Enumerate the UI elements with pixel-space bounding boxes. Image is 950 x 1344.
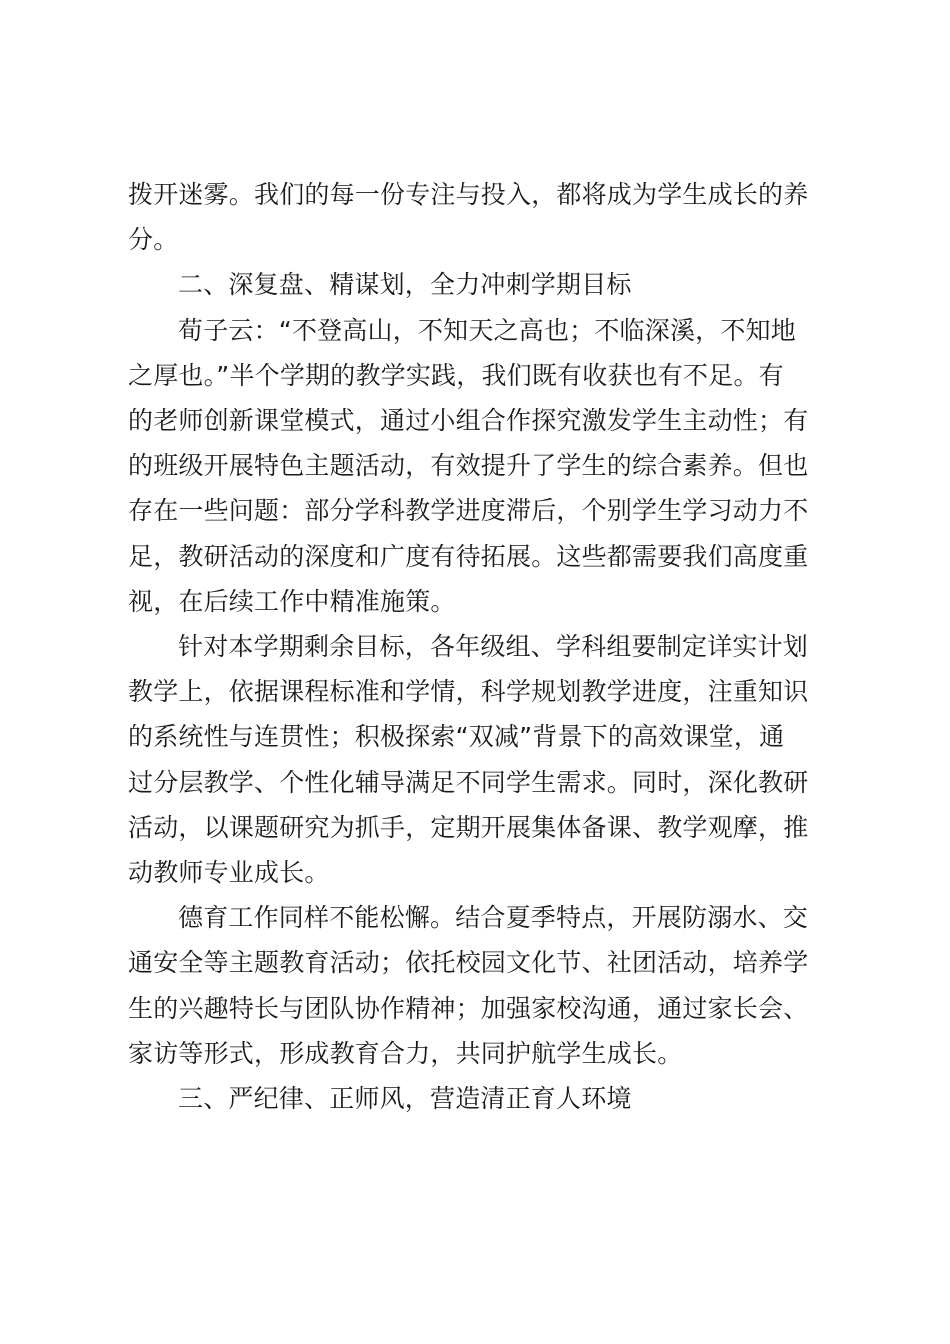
section-heading-three: 三、严纪律、正师风，营造清正育人环境 — [178, 1084, 632, 1114]
paragraph-continued-text: 拨开迷雾。我们的每一份专注与投入，都将成为学生成长的养 分。 — [128, 180, 809, 255]
paragraph-semester-plan: 针对本学期剩余目标，各年级组、学科组要制定详实计划 教学上，依据课程标准和学情，科学规划教学进度，注重知识 的系统性与连贯性；积极探索“双减”背景下的高效课堂，通 过分层教学、个性化辅导满足不同学生需求。同时，深化教研 活动，以课题研究为抓手，定期开展集体备课、教学观摩，推 动教师专业成长。 — [128, 632, 809, 888]
paragraph-xunzi-quote: 荀子云：“不登高山，不知天之高也；不临深溪，不知地 之厚也。”半个学期的教学实践，我们既有收获也有不足。有 的老师创新课堂模式，通过小组合作探究激发学生主动性；有 的班级开展特色主题活动，有效提升了学生的综合素养。但也 存在一些问题：部分学科教学进度滞后，个别学生学习动力不 足，教研活动的深度和广度有待拓展。这些都需要我们高度重 视，在后续工作中精准施策。 — [128, 315, 809, 616]
document-page — [128, 172, 836, 1121]
paragraph-moral-education: 德育工作同样不能松懈。结合夏季特点，开展防溺水、交 通安全等主题教育活动；依托校园文化节、社团活动，培养学 生的兴趣特长与团队协作精神；加强家校沟通，通过家长会、 家访等形式，形成教育合力，共同护航学生成长。 — [128, 903, 809, 1068]
section-heading-two: 二、深复盘、精谋划，全力冲刺学期目标 — [178, 270, 632, 300]
